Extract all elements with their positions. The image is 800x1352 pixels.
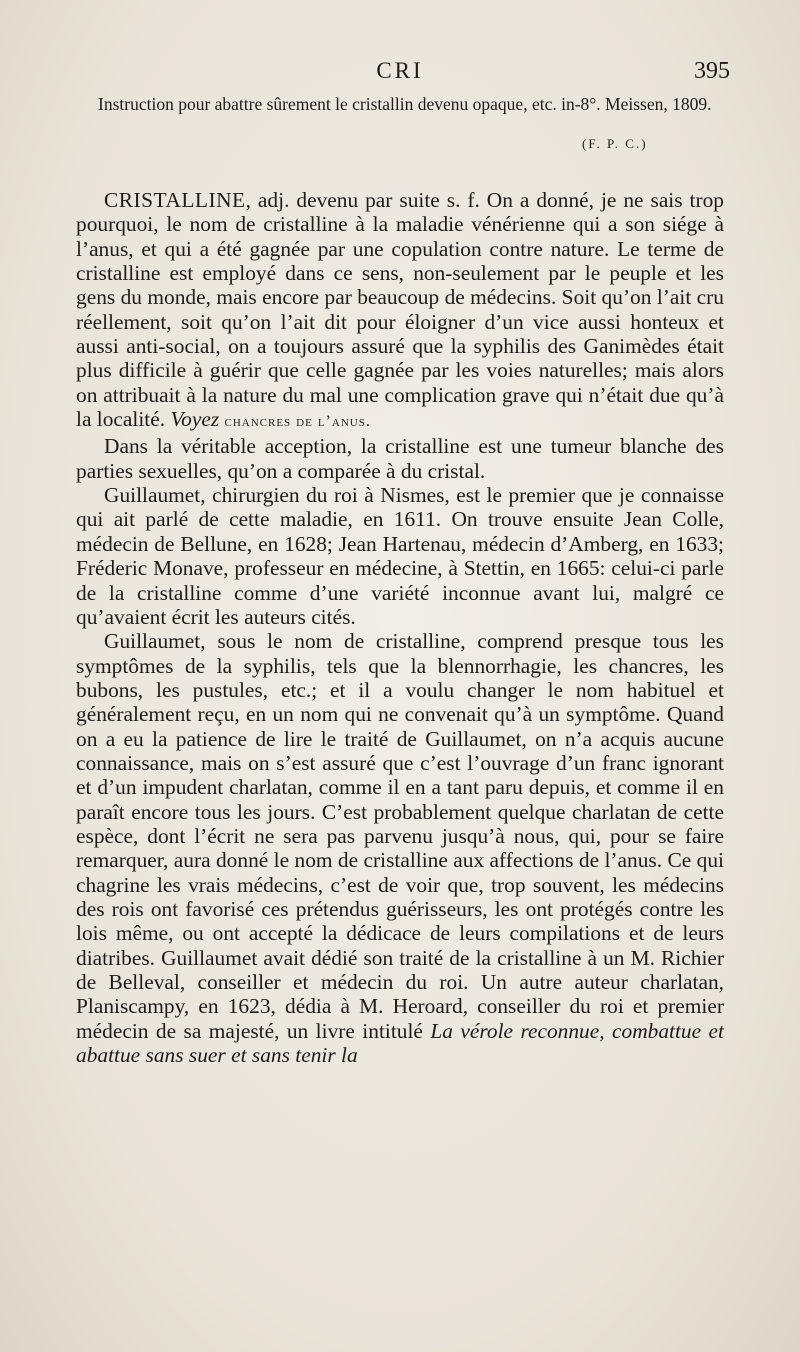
- voyez-label: Voyez: [170, 407, 220, 432]
- running-head: CRI: [376, 58, 424, 83]
- page-header: [0, 58, 800, 94]
- paragraph-1-text: , adj. devenu par suite s. f. On a donné, je ne sais trop pourquoi, le nom de cristalline à la maladie vénérienne qui a son siége à l’anus, et qui a été gagnée par une copulation contre nature. Le terme de cristalline est employé dans ce sens, non-seulement par le peuple et les gens du monde, mais encore par beaucoup de médecins. Soit qu’on l’ait cru réellement, soit qu’on l’ait dit pour éloigner d’un vice aussi honteux et aussi anti-social, on a toujours assuré que la syphilis des Ganimèdes était plus difficile à guérir que celle gagnée par les voies naturelles; mais alors on attribuait à la nature du mal une complication grave qui n’était due qu’à la localité.: [76, 188, 724, 432]
- headword: CRISTALLINE: [104, 188, 246, 212]
- paragraph-4-text: Guillaumet, sous le nom de cristalline, comprend presque tous les symptômes de la syphilis, tels que la blennorrhagie, les chancres, les bubons, les pustules, etc.; et il a voulu changer le nom habituel et généralement reçu, en un nom qui ne convenait qu’à un symptôme. Quand on a eu la patience de lire le traité de Guillaumet, on n’a acquis aucune connaissance, mais on s’est assuré que c’est l’ouvrage d’un franc ignorant et d’un impudent charlatan, comme il en a tant paru depuis, et comme il en paraît encore tous les jours. C’est probablement quelque charlatan de cette espèce, dont l’écrit ne sera pas parvenu jusqu’à nous, qui, pour se faire remarquer, aura donné le nom de cristalline aux affections de l’anus. Ce qui chagrine les vrais médecins, c’est de voir que, trop souvent, les médecins des rois ont favorisé ces prétendus guérisseurs, les ont protégés contre les lois même, ou ont accepté la dédicace de leurs compilations et de leurs diatribes. Guillaumet avait dédié son traité de la cristalline à un M. Richier de Belleval, conseiller et médecin du roi. Un autre auteur charlatan, Planiscampy, en 1623, dédia à M. Heroard, conseiller du roi et premier médecin de sa majesté, un livre intitulé: [76, 629, 724, 1043]
- paragraph-1: [76, 188, 724, 434]
- author-signature: (F. P. C.): [582, 136, 648, 151]
- paragraph-3: Guillaumet, chirurgien du roi à Nismes, est le premier que je connaisse qui ait parlé de cette maladie, en 1611. On trouve ensuite Jean Colle, médecin de Bellune, en 1628; Jean Hartenau, médecin d’Amberg, en 1633; Fréderic Monave, professeur en médecine, à Stettin, en 1665: celui-ci parle de la cristalline comme d’une variété inconnue avant lui, malgré ce qu’avaient écrit les auteurs cités.: [76, 483, 724, 629]
- paragraph-2: Dans la véritable acception, la cristalline est une tumeur blanche des parties sexuelles, qu’on a comparée à du cristal.: [76, 434, 724, 483]
- previous-entry: [98, 93, 730, 115]
- previous-entry-citation: Instruction pour abattre sûrement le cristallin devenu opaque, etc. in-8°. Meissen, 1809.: [98, 94, 712, 114]
- cross-reference: chancres de l’anus.: [224, 413, 371, 431]
- paragraph-4: [76, 629, 724, 1067]
- page-number: 395: [694, 58, 730, 84]
- article-body: [76, 188, 724, 1067]
- book-title: La vérole reconnue, combattue et abattue sans suer et sans tenir la: [76, 1018, 724, 1068]
